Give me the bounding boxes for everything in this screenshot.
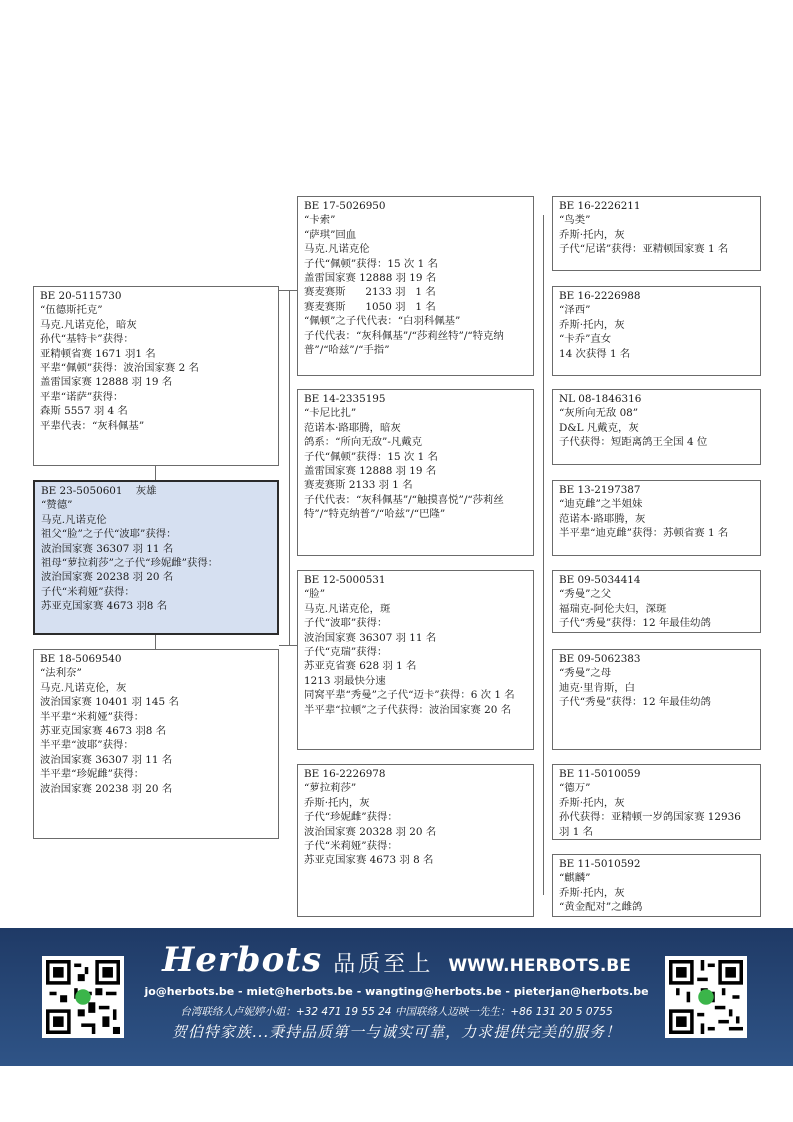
pedigree-line: “法利奈”	[40, 667, 82, 680]
dam-dam-box[interactable]	[297, 764, 534, 917]
pedigree-line: 森斯 5557 羽 4 名	[40, 405, 128, 418]
pedigree-line: 马克.凡诺克伦	[304, 243, 370, 256]
pedigree-line: BE 23-5050601 灰雄	[41, 485, 157, 497]
pedigree-line: BE 17-5026950	[304, 200, 386, 212]
pedigree-line: “迪克雌”之半姐妹	[559, 498, 643, 511]
pedigree-line: 平辈“诺萨”获得：	[40, 390, 124, 403]
page-bottom-margin	[0, 1066, 793, 1122]
pedigree-line: 盖雷国家赛 12888 羽 19 名	[40, 376, 173, 389]
pedigree-line: “萨琪”回血	[304, 228, 357, 241]
sire-sire-dam-box[interactable]	[552, 286, 761, 376]
dam-sire-box[interactable]	[297, 570, 534, 750]
pedigree-line: BE 13-2197387	[559, 484, 641, 496]
brand-slogan: 品质至上	[333, 952, 434, 977]
pedigree-line: 波治国家赛 10401 羽 145 名	[40, 696, 179, 709]
pedigree-line: 范诺本·路耶腾，灰	[559, 512, 646, 525]
pedigree-line: 半平辈“珍妮雌”获得：	[40, 768, 145, 781]
pedigree-line: 子代“佩顿”获得：15 次 1 名	[304, 257, 438, 270]
brand-logo: Herbots	[162, 940, 323, 980]
pedigree-line: 子代“珍妮雌”获得：	[304, 811, 398, 824]
pedigree-line: BE 16-2226211	[559, 200, 641, 212]
sire-dam-box[interactable]	[297, 389, 534, 556]
pedigree-line: 苏亚克国家赛 4673 羽 8 名	[304, 854, 434, 867]
pedigree-line: “黄金配对”之雌鸽	[559, 901, 643, 914]
connector-gen2-left	[289, 290, 290, 645]
pedigree-line: 子代“尼诺”获得：亚精顿国家赛 1 名	[559, 243, 729, 256]
pedigree-line: “德万”	[559, 782, 591, 795]
pedigree-line: BE 09-5062383	[559, 653, 641, 665]
pedigree-line: BE 18-5069540	[40, 653, 122, 665]
pedigree-line: 迪克·里肯斯，白	[559, 681, 636, 694]
pedigree-line: 平辈代表：“灰科佩基”	[40, 419, 145, 432]
pedigree-line: 半平辈“迪克雌”获得：苏顿省赛 1 名	[559, 527, 729, 540]
pedigree-line: NL 08-1846316	[559, 393, 642, 405]
pedigree-line: D&L 凡戴克，灰	[559, 421, 639, 434]
contact-emails[interactable]: jo@herbots.be - miet@herbots.be - wangting@herbots.be - pieterjan@herbots.be	[144, 985, 649, 998]
pedigree-line: 乔斯·托内，灰	[304, 796, 370, 809]
sire-sire-sire-box[interactable]	[552, 196, 761, 271]
pedigree-line: 子代代表：“灰科佩基”/“莎莉丝特”/“特克纳普”/“哈兹”/“手指”	[304, 329, 504, 357]
pedigree-line: “卡索”	[304, 214, 336, 227]
pedigree-line: BE 14-2335195	[304, 393, 386, 405]
pedigree-line: 赛麦赛斯 2133 羽 1 名	[304, 479, 413, 492]
pedigree-line: “泽西”	[559, 304, 591, 317]
pedigree-line: 1213 羽最快分速	[304, 674, 386, 687]
footer-banner	[0, 928, 793, 1066]
pedigree-line: 子代“米莉娅”获得：	[41, 585, 135, 598]
subject-pigeon-box[interactable]	[33, 480, 279, 635]
pedigree-line: “卡尼比扎”	[304, 407, 357, 420]
connector-gen2-b	[279, 645, 297, 646]
brand-line	[0, 940, 793, 980]
pedigree-line: 苏亚克国家赛 4673 羽8 名	[41, 600, 168, 613]
pedigree-line: 子代代表：“灰科佩基”/“触摸喜悦”/“莎莉丝特”/“特克纳普”/“哈兹”/“巴隆”	[304, 493, 504, 521]
pedigree-line: BE 11-5010592	[559, 858, 641, 870]
pedigree-line: 祖母“萝拉莉莎”之子代“珍妮雌”获得：	[41, 557, 219, 570]
pedigree-line: 盖雷国家赛 12888 羽 19 名	[304, 465, 437, 478]
connector-sire-subject	[155, 465, 156, 480]
pedigree-line: “萝拉莉莎”	[304, 782, 357, 795]
sire-dam-sire-box[interactable]	[552, 389, 761, 465]
pedigree-line: 苏亚克省赛 628 羽 1 名	[304, 660, 417, 673]
pedigree-line: 苏亚克国家赛 4673 羽8 名	[40, 725, 167, 738]
pedigree-line: BE 09-5034414	[559, 574, 641, 586]
sire-dam-dam-box[interactable]	[552, 480, 761, 556]
pedigree-line: “赞德”	[41, 499, 73, 512]
pedigree-line: 马克.凡诺克伦	[41, 513, 107, 526]
pedigree-line: “鸟类”	[559, 214, 591, 227]
pedigree-line: 孙代“基特卡”获得：	[40, 333, 134, 346]
tagline: 贺伯特家族...秉持品质第一与诚实可靠，力求提供完美的服务！	[171, 1023, 622, 1041]
pedigree-line: 子代“米莉娅”获得：	[304, 840, 398, 853]
dam-sire-dam-box[interactable]	[552, 649, 761, 750]
pedigree-line: 半平辈“米莉娅”获得：	[40, 710, 145, 723]
pedigree-line: 赛麦赛斯 1050 羽 1 名	[304, 300, 436, 313]
dam-box[interactable]	[33, 649, 279, 839]
pedigree-line: 赛麦赛斯 2133 羽 1 名	[304, 286, 436, 299]
pedigree-line: BE 16-2226978	[304, 768, 386, 780]
pedigree-line: 波治国家赛 20328 羽 20 名	[304, 825, 437, 838]
pedigree-line: 子代“秀曼”获得：12 年最佳幼鸽	[559, 696, 711, 709]
pedigree-line: “卡乔”直女	[559, 333, 612, 346]
pedigree-line: 福瑞克-阿伦夫妇，深斑	[559, 602, 667, 615]
pedigree-line: 范诺本·路耶腾，暗灰	[304, 421, 401, 434]
pedigree-line: 半平辈“波耶”获得：	[40, 739, 134, 752]
connector-gen2-a	[279, 290, 297, 291]
pedigree-line: 乔斯·托内，灰	[559, 886, 625, 899]
sire-sire-box[interactable]	[297, 196, 534, 376]
pedigree-line: 子代获得：短距离鸽王全国 4 位	[559, 436, 708, 449]
pedigree-line: 马克.凡诺克伦，灰	[40, 681, 127, 694]
dam-dam-sire-box[interactable]	[552, 764, 761, 840]
pedigree-line: “麒麟”	[559, 872, 591, 885]
pedigree-line: 子代“佩顿”获得：15 次 1 名	[304, 450, 438, 463]
pedigree-line: 乔斯·托内，灰	[559, 796, 625, 809]
pedigree-line: 波治国家赛 20238 羽 20 名	[41, 571, 174, 584]
pedigree-line: BE 16-2226988	[559, 290, 641, 302]
pedigree-line: 波治国家赛 36307 羽 11 名	[40, 753, 173, 766]
pedigree-line: 盖雷国家赛 12888 羽 19 名	[304, 272, 437, 285]
pedigree-line: 乔斯·托内，灰	[559, 228, 625, 241]
pedigree-line: 亚精顿省赛 1671 羽1 名	[40, 347, 156, 360]
pedigree-line: 半平辈“拉顿”之子代获得：波治国家赛 20 名	[304, 703, 512, 716]
pedigree-line: 波治国家赛 36307 羽 11 名	[41, 542, 174, 555]
pedigree-line: 乔斯·托内，灰	[559, 318, 625, 331]
pedigree-line: 波治国家赛 36307 羽 11 名	[304, 631, 437, 644]
pedigree-line: 子代“秀曼”获得：12 年最佳幼鸽	[559, 617, 711, 630]
pedigree-line: “脸”	[304, 588, 326, 601]
pedigree-line: BE 11-5010059	[559, 768, 641, 780]
pedigree-line: 14 次获得 1 名	[559, 347, 631, 360]
contact-phones: 台湾联络人卢妮婷小姐：+32 471 19 55 24 中国联络人迈映一先生：+86 131 20 5 0755	[180, 1006, 613, 1018]
sire-box[interactable]	[33, 286, 279, 466]
pedigree-line: 马克.凡诺克伦，暗灰	[40, 318, 137, 331]
website-link[interactable]: WWW.HERBOTS.BE	[448, 956, 631, 976]
pedigree-line: 波治国家赛 20238 羽 20 名	[40, 782, 173, 795]
dam-sire-sire-box[interactable]	[552, 570, 761, 633]
pedigree-line: “秀曼”之父	[559, 588, 612, 601]
dam-dam-dam-box[interactable]	[552, 854, 761, 917]
pedigree-line: BE 12-5000531	[304, 574, 386, 586]
pedigree-line: 平辈“佩顿”获得：波治国家赛 2 名	[40, 362, 199, 375]
pedigree-line: 同窝平辈“秀曼”之子代“迈卡”获得：6 次 1 名	[304, 689, 515, 702]
connector-subject-dam	[155, 635, 156, 649]
pedigree-line: “灰所向无敌 08”	[559, 407, 639, 420]
pedigree-line: “佩顿”之子代代表：“白羽科佩基”	[304, 315, 461, 328]
pedigree-line: 鸽系：“所向无敌”-凡戴克	[304, 436, 423, 449]
pedigree-line: BE 20-5115730	[40, 290, 122, 302]
pedigree-line: “秀曼”之母	[559, 667, 612, 680]
pedigree-line: 子代“克瑞”获得：	[304, 646, 388, 659]
pedigree-line: “伍德斯托克”	[40, 304, 103, 317]
pedigree-line: 祖父“脸”之子代“波耶”获得：	[41, 528, 177, 541]
pedigree-line: 孙代获得：亚精顿一岁鸽国家赛 12936 羽 1 名	[559, 811, 745, 838]
pedigree-line: 子代“波耶”获得：	[304, 617, 388, 630]
pedigree-line: 马克.凡诺克伦，斑	[304, 602, 391, 615]
connector-gen3-left	[543, 215, 544, 895]
